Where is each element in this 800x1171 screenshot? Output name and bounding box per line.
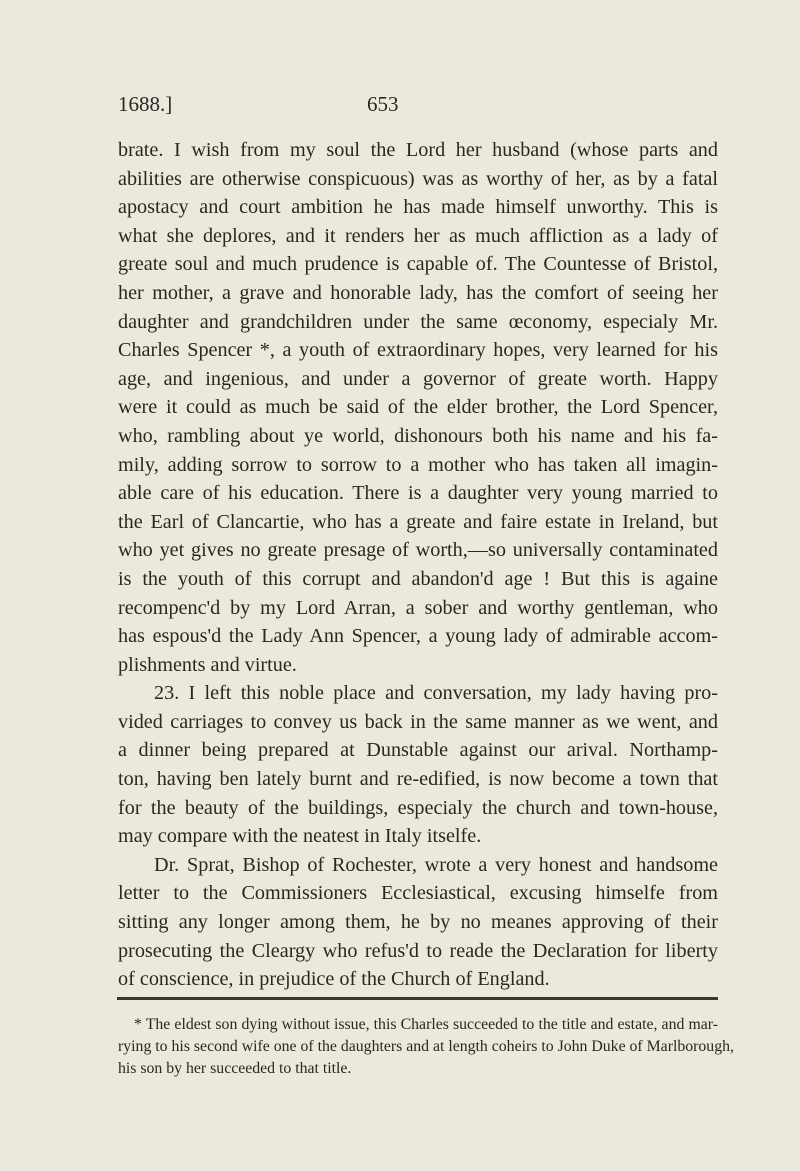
text-line: apostacy and court ambition he has made himself unworthy. This is <box>118 196 718 219</box>
text-line: has espous'd the Lady Ann Spencer, a young lady of admirable accom- <box>118 625 718 648</box>
text-line: of conscience, in prejudice of the Church of England. <box>118 968 550 991</box>
text-line: is the youth of this corrupt and abandon'd age ! But this is againe <box>118 567 718 590</box>
text-line: who, rambling about ye world, dishonours both his name and his fa- <box>118 424 718 447</box>
text-line: mily, adding sorrow to sorrow to a mother who has taken all imagin- <box>118 453 718 476</box>
text-line: a dinner being prepared at Dunstable against our arival. Northamp- <box>118 739 718 762</box>
text-line: Dr. Sprat, Bishop of Rochester, wrote a very honest and handsome <box>154 853 718 876</box>
running-header <box>118 92 678 122</box>
text-line: for the beauty of the buildings, especialy the church and town-house, <box>118 796 718 819</box>
footnote-line: rying to his second wife one of the daughters and at length coheirs to John Duke of Marlborough, <box>118 1037 734 1055</box>
text-line: her mother, a grave and honorable lady, has the comfort of seeing her <box>118 281 718 304</box>
footnote <box>118 1014 734 1079</box>
header-year: 1688.] <box>118 92 173 116</box>
text-line: greate soul and much prudence is capable of. The Countesse of Bristol, <box>118 253 718 276</box>
text-line: recompenc'd by my Lord Arran, a sober and worthy gentleman, who <box>118 596 718 619</box>
text-line: age, and ingenious, and under a governor of greate worth. Happy <box>118 367 718 390</box>
text-line: were it could as much be said of the elder brother, the Lord Spencer, <box>118 396 718 419</box>
text-line: brate. I wish from my soul the Lord her husband (whose parts and <box>118 139 718 161</box>
text-line: Charles Spencer *, a youth of extraordinary hopes, very learned for his <box>118 339 718 362</box>
footnote-divider <box>117 997 718 1000</box>
text-line: prosecuting the Cleargy who refus'd to reade the Declaration for liberty <box>118 939 718 962</box>
text-line: daughter and grandchildren under the same œconomy, especialy Mr. <box>118 310 718 333</box>
page-number: 653 <box>367 92 399 116</box>
text-line: letter to the Commissioners Ecclesiastical, excusing himselfe from <box>118 882 718 905</box>
text-line: vided carriages to convey us back in the same manner as we went, and <box>118 710 718 733</box>
text-line: 23. I left this noble place and conversation, my lady having pro- <box>154 682 718 705</box>
text-line: sitting any longer among them, he by no meanes approving of their <box>118 911 718 934</box>
text-line: ton, having ben lately burnt and re-edified, is now become a town that <box>118 768 718 791</box>
text-line: what she deplores, and it renders her as much affliction as a lady of <box>118 224 718 247</box>
text-line: abilities are otherwise conspicuous) was as worthy of her, as by a fatal <box>118 167 718 190</box>
text-line: who yet gives no greate presage of worth,—so universally contaminated <box>118 539 718 562</box>
text-line: the Earl of Clancartie, who has a greate and faire estate in Ireland, but <box>118 510 718 533</box>
text-line: may compare with the neatest in Italy itselfe. <box>118 825 482 848</box>
text-line: able care of his education. There is a daughter very young married to <box>118 482 718 505</box>
footnote-line: his son by her succeeded to that title. <box>118 1059 352 1077</box>
text-line: plishments and virtue. <box>118 653 297 676</box>
footnote-line: * The eldest son dying without issue, this Charles succeeded to the title and estate, and mar- <box>134 1016 718 1033</box>
body-text <box>118 136 718 994</box>
